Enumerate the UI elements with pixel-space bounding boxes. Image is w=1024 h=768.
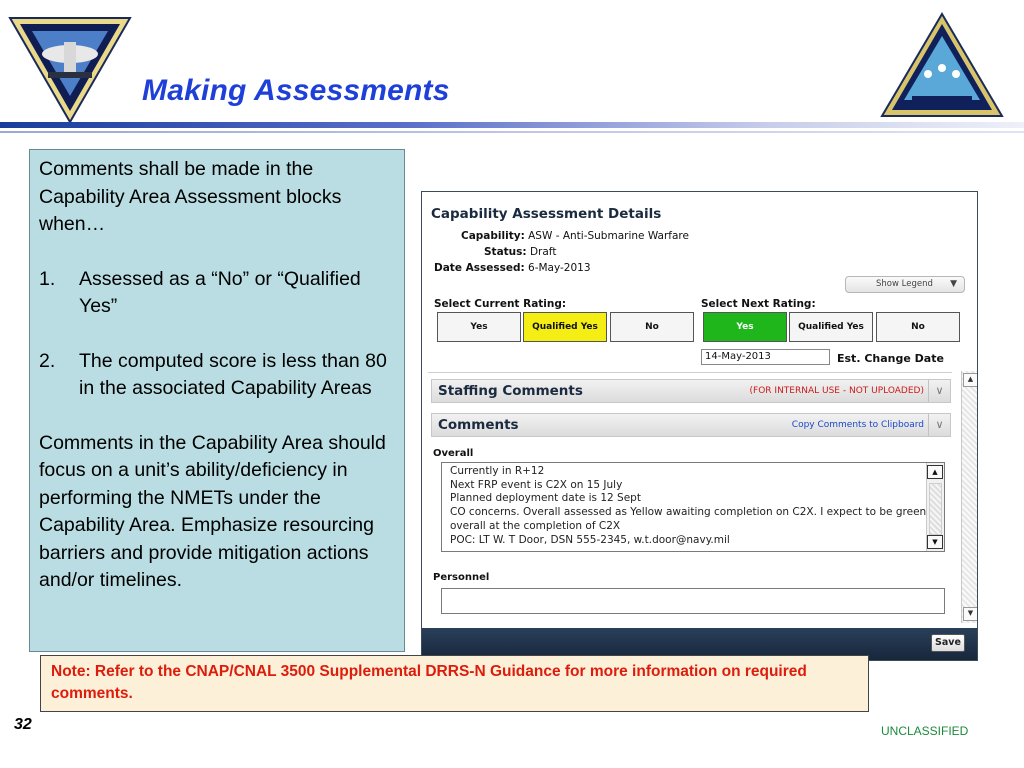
comment-line: overall at the completion of C2X: [450, 519, 621, 532]
header-rule-thin: [0, 131, 1024, 133]
overall-label: Overall: [433, 448, 474, 459]
save-button[interactable]: Save: [931, 634, 965, 652]
show-legend-button[interactable]: [845, 276, 965, 293]
scroll-down-icon[interactable]: ▼: [927, 535, 943, 549]
scroll-up-icon[interactable]: ▲: [927, 465, 943, 479]
date-assessed-value: 6-May-2013: [528, 262, 591, 274]
naval-air-force-pacific-logo: [880, 12, 1004, 118]
overall-comments-textarea[interactable]: [441, 462, 945, 552]
header-rule: [0, 122, 1024, 128]
comment-line: POC: LT W. T Door, DSN 555-2345, w.t.door@navy.mil: [450, 533, 730, 546]
personnel-label: Personnel: [433, 572, 490, 583]
status-value: Draft: [529, 246, 557, 258]
instructions-intro: Comments shall be made in the Capability Area Assessment blocks when…: [39, 158, 342, 235]
date-assessed-label: Date Assessed:: [434, 262, 525, 274]
next-rating-yes-button[interactable]: Yes: [703, 312, 787, 342]
scroll-down-icon[interactable]: ▼: [963, 607, 978, 621]
comments-header[interactable]: [431, 413, 951, 437]
instruction-number: 1.: [39, 267, 56, 290]
instructions-textbox: [29, 149, 405, 652]
copy-comments-link[interactable]: Copy Comments to Clipboard: [791, 420, 924, 430]
next-rating-no-button[interactable]: No: [876, 312, 960, 342]
instruction-item: [39, 348, 396, 403]
staffing-comments-header[interactable]: [431, 379, 951, 403]
page-number: 32: [14, 716, 32, 733]
naval-air-force-atlantic-logo: [8, 16, 132, 124]
chevron-double-down-icon[interactable]: ∨: [928, 380, 950, 402]
panel-scrollbar[interactable]: [961, 371, 978, 623]
next-rating-label: Select Next Rating:: [701, 298, 816, 310]
status-row: [484, 246, 556, 258]
status-label: Status:: [484, 246, 527, 258]
divider: [428, 372, 952, 373]
next-rating-qualified-yes-button[interactable]: Qualified Yes: [789, 312, 873, 342]
current-rating-yes-button[interactable]: Yes: [437, 312, 521, 342]
panel-title: Capability Assessment Details: [431, 206, 662, 222]
instruction-text: The computed score is less than 80 in the associated Capability Areas: [79, 349, 387, 399]
internal-use-note: (FOR INTERNAL USE - NOT UPLOADED): [749, 386, 924, 396]
current-rating-no-button[interactable]: No: [610, 312, 694, 342]
current-rating-qualified-yes-button[interactable]: Qualified Yes: [523, 312, 607, 342]
current-rating-label: Select Current Rating:: [434, 298, 567, 310]
instruction-item: [39, 266, 396, 321]
instructions-guidance: Comments in the Capability Area should focus on a unit’s ability/deficiency in performing the NMETs under the Capability Area. Emphasize resourcing barriers and provide mitigation actions and/or timelines.: [39, 431, 386, 591]
slide-title: Making Assessments: [142, 74, 450, 107]
show-legend-label: Show Legend: [876, 279, 933, 289]
date-assessed-row: [434, 262, 591, 274]
comment-line: Currently in R+12: [450, 465, 545, 477]
classification-marking: UNCLASSIFIED: [881, 724, 969, 738]
est-change-date-input[interactable]: 14-May-2013: [701, 349, 830, 365]
scroll-thumb[interactable]: [929, 483, 942, 535]
guidance-note: Note: Refer to the CNAP/CNAL 3500 Supplemental DRRS-N Guidance for more information on required comments.: [40, 655, 869, 712]
scroll-up-icon[interactable]: ▲: [963, 373, 978, 387]
overall-scrollbar[interactable]: [926, 463, 944, 551]
comment-line: Planned deployment date is 12 Sept: [450, 492, 641, 505]
instruction-number: 2.: [39, 349, 56, 372]
chevron-down-icon: ▼: [950, 279, 957, 289]
est-change-date-label: Est. Change Date: [837, 352, 944, 365]
comment-line: CO concerns. Overall assessed as Yellow awaiting completion on C2X. I expect to be green: [450, 506, 927, 519]
capability-assessment-panel: [421, 191, 978, 661]
comment-line: Next FRP event is C2X on 15 July: [450, 478, 623, 491]
capability-label: Capability:: [461, 230, 525, 242]
capability-row: [461, 230, 689, 242]
capability-value: ASW - Anti-Submarine Warfare: [528, 230, 689, 242]
personnel-comments-textarea[interactable]: [441, 588, 945, 614]
instruction-text: Assessed as a “No” or “Qualified Yes”: [79, 267, 361, 317]
comments-title: Comments: [438, 417, 519, 433]
chevron-double-down-icon[interactable]: ∨: [928, 414, 950, 436]
staffing-comments-title: Staffing Comments: [438, 383, 583, 399]
